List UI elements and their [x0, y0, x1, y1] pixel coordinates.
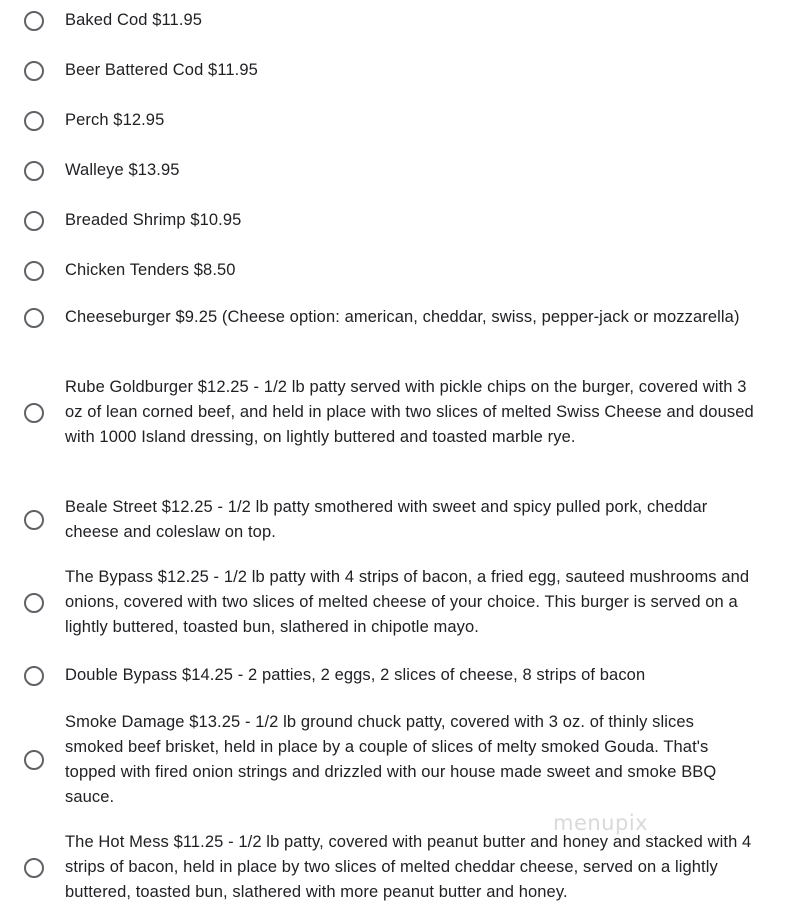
option-double-bypass[interactable]: [24, 663, 764, 688]
radio-button-icon[interactable]: [24, 666, 44, 686]
option-label: Smoke Damage $13.25 - 1/2 lb ground chuck patty, covered with 3 oz. of thinly slices smoked beef brisket, held in place by a couple of slices of melty smoked Gouda. That's topped with fired onion strings and drizzled with our house made sweet and smoke BBQ sauce.: [65, 713, 717, 806]
option-label: Walleye $13.95: [65, 161, 180, 179]
option-breaded-shrimp[interactable]: [24, 208, 764, 233]
option-beale-street[interactable]: [24, 495, 764, 545]
radio-button-icon[interactable]: [24, 403, 44, 423]
radio-button-icon[interactable]: [24, 11, 44, 31]
option-label: Chicken Tenders $8.50: [65, 261, 236, 279]
option-label: Beer Battered Cod $11.95: [65, 61, 258, 79]
option-smoke-damage[interactable]: [24, 710, 764, 810]
option-label: The Bypass $12.25 - 1/2 lb patty with 4 strips of bacon, a fried egg, sauteed mushrooms and onions, covered with two slices of melted cheese of your choice. This burger is served on a lightly buttered, toasted bun, slathered in chipotle mayo.: [65, 568, 750, 636]
option-chicken-tenders[interactable]: [24, 258, 764, 283]
option-label: Breaded Shrimp $10.95: [65, 211, 242, 229]
radio-button-icon[interactable]: [24, 111, 44, 131]
option-label: Rube Goldburger $12.25 - 1/2 lb patty served with pickle chips on the burger, covered with 3 oz of lean corned beef, and held in place with two slices of melted Swiss Cheese and doused with 1000 Island dressing, on lightly buttered and toasted marble rye.: [65, 378, 754, 446]
option-label: Double Bypass $14.25 - 2 patties, 2 eggs, 2 slices of cheese, 8 strips of bacon: [65, 666, 646, 684]
radio-button-icon[interactable]: [24, 593, 44, 613]
radio-button-icon[interactable]: [24, 61, 44, 81]
radio-button-icon[interactable]: [24, 750, 44, 770]
option-label: Perch $12.95: [65, 111, 165, 129]
option-the-bypass[interactable]: [24, 565, 764, 640]
radio-button-icon[interactable]: [24, 308, 44, 328]
option-the-hot-mess[interactable]: [24, 830, 764, 905]
option-label: Beale Street $12.25 - 1/2 lb patty smothered with sweet and spicy pulled pork, cheddar cheese and coleslaw on top.: [65, 498, 708, 541]
option-perch[interactable]: [24, 108, 764, 133]
radio-button-icon[interactable]: [24, 161, 44, 181]
radio-button-icon[interactable]: [24, 261, 44, 281]
menupix-watermark: menupix: [553, 811, 649, 835]
option-label: The Hot Mess $11.25 - 1/2 lb patty, covered with peanut butter and honey and stacked with 4 strips of bacon, held in place by two slices of melted cheddar cheese, served on a lightly buttered, toasted bun, slathered with more peanut butter and honey.: [65, 833, 752, 901]
option-label: Baked Cod $11.95: [65, 11, 203, 29]
option-walleye[interactable]: [24, 158, 764, 183]
option-beer-battered-cod[interactable]: [24, 58, 764, 83]
radio-button-icon[interactable]: [24, 211, 44, 231]
radio-button-icon[interactable]: [24, 858, 44, 878]
option-cheeseburger[interactable]: [24, 305, 764, 330]
option-label: Cheeseburger $9.25 (Cheese option: american, cheddar, swiss, pepper-jack or mozzarella): [65, 308, 740, 326]
option-baked-cod[interactable]: [24, 8, 764, 33]
option-rube-goldburger[interactable]: [24, 375, 764, 450]
radio-button-icon[interactable]: [24, 510, 44, 530]
